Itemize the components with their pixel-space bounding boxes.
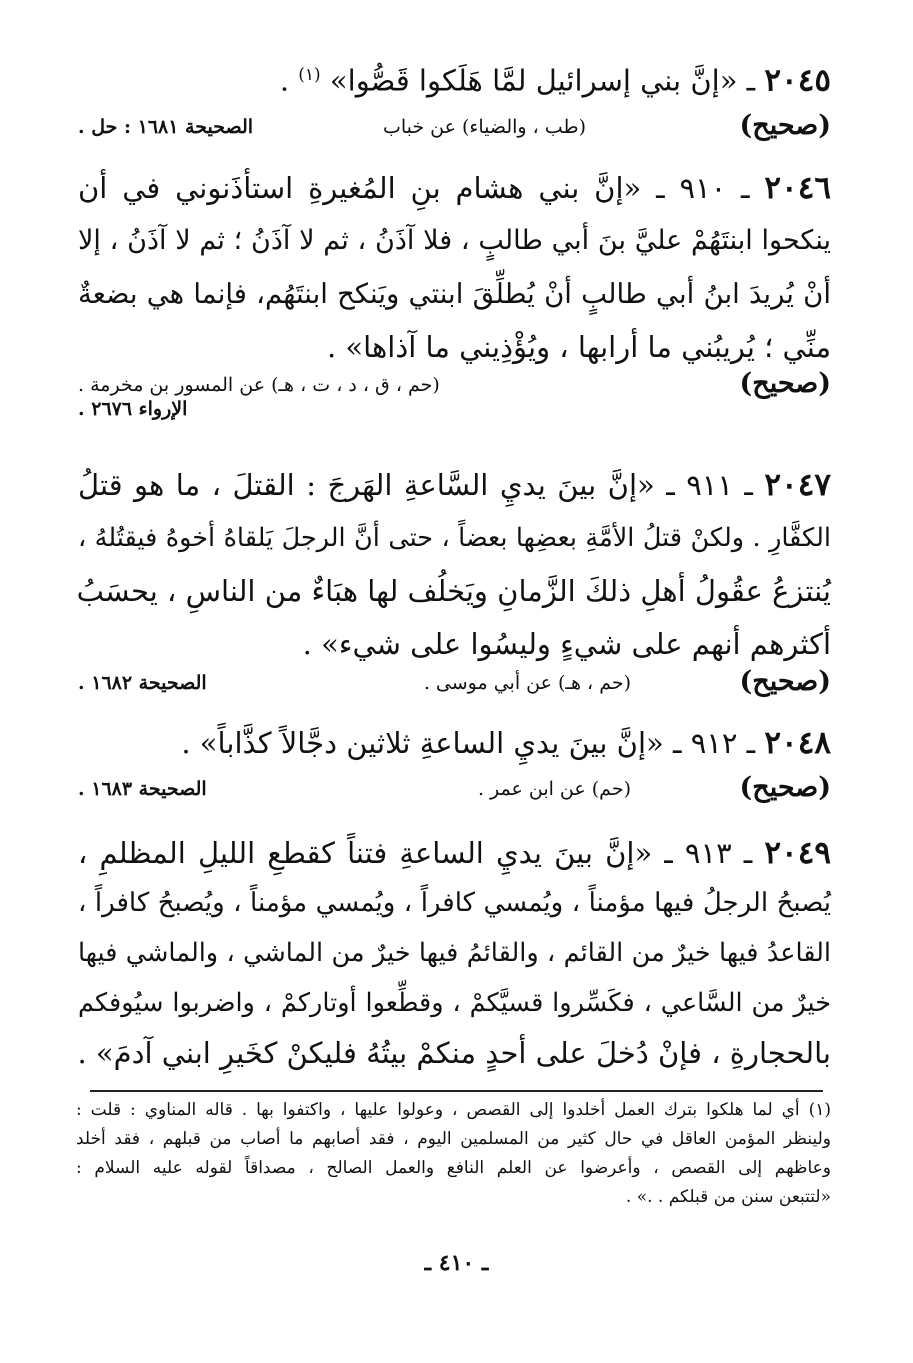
hadith-2049-line-3: القاعدُ فيها خيرٌ من القائم ، والقائمُ فيها خيرٌ من الماشي ، والماشي فيها xyxy=(78,938,831,968)
hadith-text: ـ ٩١٠ ـ «إنَّ بني هشام بنِ المُغيرةِ استأذَنوني في أن xyxy=(78,171,765,205)
hadith-text: ـ ٩١١ ـ «إنَّ بينَ يديِ السَّاعةِ الهَرجَ : القتلَ ، ما هو قتلُ xyxy=(78,468,765,502)
reference-text: الصحيحة ١٦٨١ : حل . xyxy=(78,116,254,138)
hadith-2048-meta xyxy=(78,772,831,812)
hadith-number: ٢٠٤٩ xyxy=(764,835,831,871)
hadith-2049-line-4: خيرٌ من السَّاعي ، فكَسِّروا قسيَّكمْ ، وقطِّعوا أوتاركمْ ، واضربوا سيُوفكم xyxy=(78,988,831,1018)
hadith-2046-ref-row xyxy=(78,398,831,438)
hadith-text: ـ ٩١٢ ـ «إنَّ بينَ يديِ الساعةِ ثلاثين دجَّالاً كذَّاباً» . xyxy=(181,726,765,760)
source-text: (حم ، ق ، د ، ت ، هـ) عن المسور بن مخرمة . xyxy=(78,374,440,396)
footnote-line-4: «لتتبعن سنن من قبلكم . .» . xyxy=(625,1187,831,1207)
page-number: ـ ٤١٠ ـ xyxy=(424,1250,489,1276)
hadith-text-end: . xyxy=(279,63,299,98)
hadith-2046-line-4: منِّي ؛ يُريبُني ما أرابها ، ويُؤْذِيني ما آذاها» . xyxy=(326,330,831,364)
grade-label: (صحيح) xyxy=(739,110,831,141)
grade-label: (صحيح) xyxy=(739,368,831,399)
footnote-line-2: ولينظر المؤمن العاقل في حال كثير من المسلمين اليوم ، فقد أصابهم ما أصاب من قبلهم ، فقد أخلد xyxy=(76,1129,831,1149)
hadith-number: ٢٠٤٦ xyxy=(764,170,831,206)
source-text: (حم) عن ابن عمر . xyxy=(477,778,631,800)
hadith-number: ٢٠٤٥ xyxy=(764,62,831,99)
hadith-2047-line-4: أكثرهم أنهم على شيءٍ وليسُوا على شيء» . xyxy=(302,627,831,661)
hadith-2048-line xyxy=(78,720,831,766)
hadith-text: ـ ٩١٣ ـ «إنَّ بينَ يديِ الساعةِ فتناً كقطعِ الليلِ المظلمِ ، xyxy=(78,836,765,870)
reference-text: الصحيحة ١٦٨٣ . xyxy=(78,778,207,800)
hadith-text: ـ «إنَّ بني إسرائيل لمَّا هَلَكوا قَصُّوا» xyxy=(320,63,765,98)
hadith-2045-line xyxy=(78,52,831,104)
source-text: (حم ، هـ) عن أبي موسى . xyxy=(423,672,631,694)
reference-text: الإرواء ٢٦٧٦ . xyxy=(78,398,188,420)
hadith-2049-line-2: يُصبحُ الرجلُ فيها مؤمناً ، ويُمسي كافراً ، ويُمسي مؤمناً ، ويُصبحُ كافراً ، xyxy=(78,888,831,918)
footnote-line-3: وعاظهم إلى القصص ، وأعرضوا عن العلم النافع والعمل الصالح ، مصداقاً لقوله عليه السلام : xyxy=(76,1158,831,1178)
reference-text: الصحيحة ١٦٨٢ . xyxy=(78,672,207,694)
hadith-2045-meta xyxy=(78,110,831,150)
grade-label: (صحيح) xyxy=(739,772,831,803)
hadith-2046-line-3: أنْ يُريدَ ابنُ أبي طالبٍ أنْ يُطلِّقَ ابنتي ويَنكح ابنتَهُم، فإنما هي بضعةٌ xyxy=(78,278,831,310)
hadith-2047-meta xyxy=(78,666,831,706)
hadith-2047-line-3: يُنتزعُ عقُولُ أهلِ ذلكَ الزَّمانِ ويَخلُف لها هبَاءٌ من الناسِ ، يحسَبُ xyxy=(76,574,831,608)
hadith-2047-line-2: الكفَّارِ . ولكنْ قتلُ الأمَّةِ بعضِها بعضاً ، حتى أنَّ الرجلَ يَلقاهُ أخوهُ فيقتُلهُ ، xyxy=(78,523,831,553)
hadith-2047-line-1 xyxy=(78,462,831,508)
hadith-2046-line-2: ينكحوا ابنتَهُمْ عليَّ بنَ أبي طالبٍ ، فلا آذَنُ ، ثم لا آذَنُ ؛ ثم لا آذَنُ ، إلا xyxy=(78,225,831,256)
footnote-divider xyxy=(90,1090,823,1092)
source-text: (طب ، والضياء) عن خباب xyxy=(382,116,586,138)
footnote-marker: (١) xyxy=(298,65,321,85)
hadith-2046-line-1 xyxy=(78,165,831,211)
hadith-2049-line-1 xyxy=(78,830,831,876)
hadith-2049-line-5: بالحجارةِ ، فإنْ دُخلَ على أحدٍ منكمْ بيتُهُ فليكنْ كخَيرِ ابني آدمَ» . xyxy=(77,1036,831,1070)
footnote-line-1: (١) أي لما هلكوا بترك العمل أخلدوا إلى القصص ، وعولوا عليها ، واكتفوا بها . قاله المناوي : قلت : xyxy=(76,1100,831,1120)
hadith-number: ٢٠٤٨ xyxy=(764,725,831,761)
grade-label: (صحيح) xyxy=(739,666,831,697)
hadith-number: ٢٠٤٧ xyxy=(764,467,831,503)
